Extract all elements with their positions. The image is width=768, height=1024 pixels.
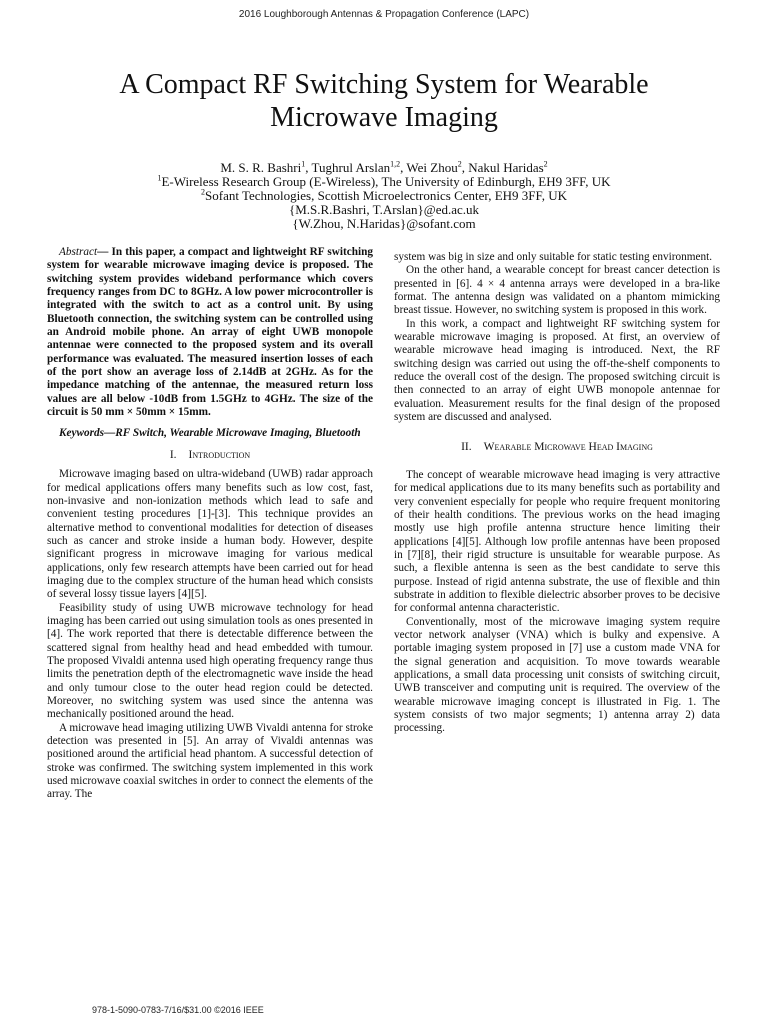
title-line-1: A Compact RF Switching System for Wearable xyxy=(119,69,649,100)
section-number: I. xyxy=(169,448,177,461)
copyright-footer: 978-1-5090-0783-7/16/$31.00 ©2016 IEEE xyxy=(92,1005,264,1015)
right-column xyxy=(394,251,720,736)
affiliation-text: Sofant Technologies, Scottish Microelectronics Center, EH9 3FF, UK xyxy=(205,188,567,203)
author-superscript: 2 xyxy=(457,159,462,169)
body-paragraph: system was big in size and only suitable for static testing environment. xyxy=(394,251,713,263)
section-title: Wearable Microwave Head Imaging xyxy=(483,441,653,454)
keywords-text: —RF Switch, Wearable Microwave Imaging, Bluetooth xyxy=(104,427,361,440)
abstract xyxy=(47,246,373,419)
body-paragraph: On the other hand, a wearable concept for breast cancer detection is presented in [6]. 4 × 4 antenna arrays were developed in a bra-like format. The antenna design was validated on a phantom mimicking breast tissue. However, no switching system is proposed in this work. xyxy=(394,264,720,317)
affiliation-superscript: 2 xyxy=(201,187,206,197)
affiliation-2 xyxy=(40,189,728,203)
abstract-text: — In this paper, a compact and lightweight RF switching system for wearable microwave imaging device is proposed. The switching system provides wideband performance which covers frequency ranges from DC to 8GHz. A low power microcontroller is integrated with the switch to act as a control unit. By using Bluetooth connection, the switching system can be controlled using an Android mobile phone. An array of eight UWB monopole antennae were connected to the proposed system and its overall performance was evaluated. The measured insertion losses of each of the port show an average loss of 2.14dB at 2GHz. As for the impedance matching of the antennae, the measured return loss values are all below -10dB from 1.5GHz to 4GHz. The size of the circuit is 50 mm × 50mm × 15mm. xyxy=(47,246,373,419)
keywords xyxy=(47,427,373,440)
author-name: Wei Zhou xyxy=(406,160,458,175)
email-2: {W.Zhou, N.Haridas}@sofant.com xyxy=(292,216,476,231)
author-superscript: 2 xyxy=(543,159,548,169)
keywords-label: Keywords xyxy=(59,427,104,440)
author-name: Nakul Haridas xyxy=(468,160,544,175)
author-superscript: 1,2 xyxy=(390,159,401,169)
author-name: Tughrul Arslan xyxy=(311,160,391,175)
section-number: II. xyxy=(461,441,472,454)
affiliation-1 xyxy=(40,175,728,189)
body-paragraph: Conventionally, most of the microwave imaging system require vector network analyser (VNA) which is bulky and expensive. A portable imaging system proposed in [7] use a custom made VNA for the signal generation and acquisition. To move towards wearable applications, a small data processing unit consists of switching circuit, UWB transceiver and computing unit is required. The overview of the wearable microwave imaging concept is illustrated in Fig. 1. The system consists of two major segments; 1) antenna array 2) data processing. xyxy=(394,615,720,735)
left-column xyxy=(47,246,373,802)
author-superscript: 1 xyxy=(301,159,306,169)
affiliation-text: E-Wireless Research Group (E-Wireless), The University of Edinburgh, EH9 3FF, UK xyxy=(161,174,611,189)
email-1: {M.S.R.Bashri, T.Arslan}@ed.ac.uk xyxy=(288,202,480,217)
author-block xyxy=(40,161,728,231)
body-paragraph: Feasibility study of using UWB microwave technology for head imaging has been carried out using simulation tools as ones presented in [4]. The work reported that there is detectable difference between the scattered signal from healthy head and head embedded with tumour. The proposed Vivaldi antenna used high operating frequency range thus limits the penetration depth of the electromagnetic wave inside the head and only tumour close to the outer head region could be detected. Moreover, no switching system was used since the antenna was mechanically positioned around the head. xyxy=(47,601,373,721)
conference-header: 2016 Loughborough Antennas & Propagation Conference (LAPC) xyxy=(238,9,530,20)
section-title: Introduction xyxy=(188,448,251,461)
title-line-2: Microwave Imaging xyxy=(270,102,498,133)
abstract-label: Abstract xyxy=(59,246,98,258)
paper-title xyxy=(40,68,728,134)
author-names: M. S. R. Bashri$^1$, Tughrul Arslan$^{1,2}$, Wei Zhou$^2$, Nakul Haridas$^2$ xyxy=(220,159,548,175)
body-paragraph: In this work, a compact and lightweight RF switching system for wearable microwave imaging is proposed. At first, an overview of wearable microwave head imaging is introduced. Next, the RF switching design was carried out using the off-the-shelf components to reduce the overall cost of the design. The proposed switching circuit is then connected to an array of eight UWB monopole antennae for evaluation. Measurement results for the final design of the proposed system are discussed and analysed. xyxy=(394,317,720,424)
body-paragraph: Microwave imaging based on ultra-wideband (UWB) radar approach for medical applications offers many benefits such as low cost, fast, non-invasive and non-ionization methods which lead to safe and convenient testing procedures [1]-[3]. This technique provides an alternative method to conventional modalities for detection of diseases such as cancer and stroke inside a human body. However, despite significant progress in microwave imaging for various medical applications, only few research attempts have been carried out for head imaging due to the complex structure of the human head which consists of several lossy tissue layers [4][5]. xyxy=(47,468,373,601)
section-heading-introduction xyxy=(47,449,373,462)
section-heading-wearable-imaging xyxy=(394,441,720,454)
affiliation-superscript: 1 xyxy=(157,173,162,183)
author-name: M. S. R. Bashri xyxy=(220,160,302,175)
body-paragraph: A microwave head imaging utilizing UWB Vivaldi antenna for stroke detection was presented in [5]. An array of Vivaldi antennas was positioned around the artificial head phantom. A successful detection of stroke was confirmed. The switching system implemented in this work used microwave coaxial switches in order to connect the elements of the array. The xyxy=(47,721,373,801)
body-paragraph: The concept of wearable microwave head imaging is very attractive for medical applications due to its many benefits such as portability and very convenient especially for people who require frequent monitoring of their health conditions. The previous works on the head imaging mostly use high profile antenna structure hence limiting their applications [4][5]. Although low profile antennas have been proposed in [7][8], their rigid structure is unsuitable for wearable purpose. As such, a flexible antenna is seen as the best candidate to serve this purpose. Instead of rigid antenna substrate, the use of flexible and thin substrate in addition to flexible dielectric absorber proves to be decisive for conformal antenna characteristic. xyxy=(394,468,720,615)
